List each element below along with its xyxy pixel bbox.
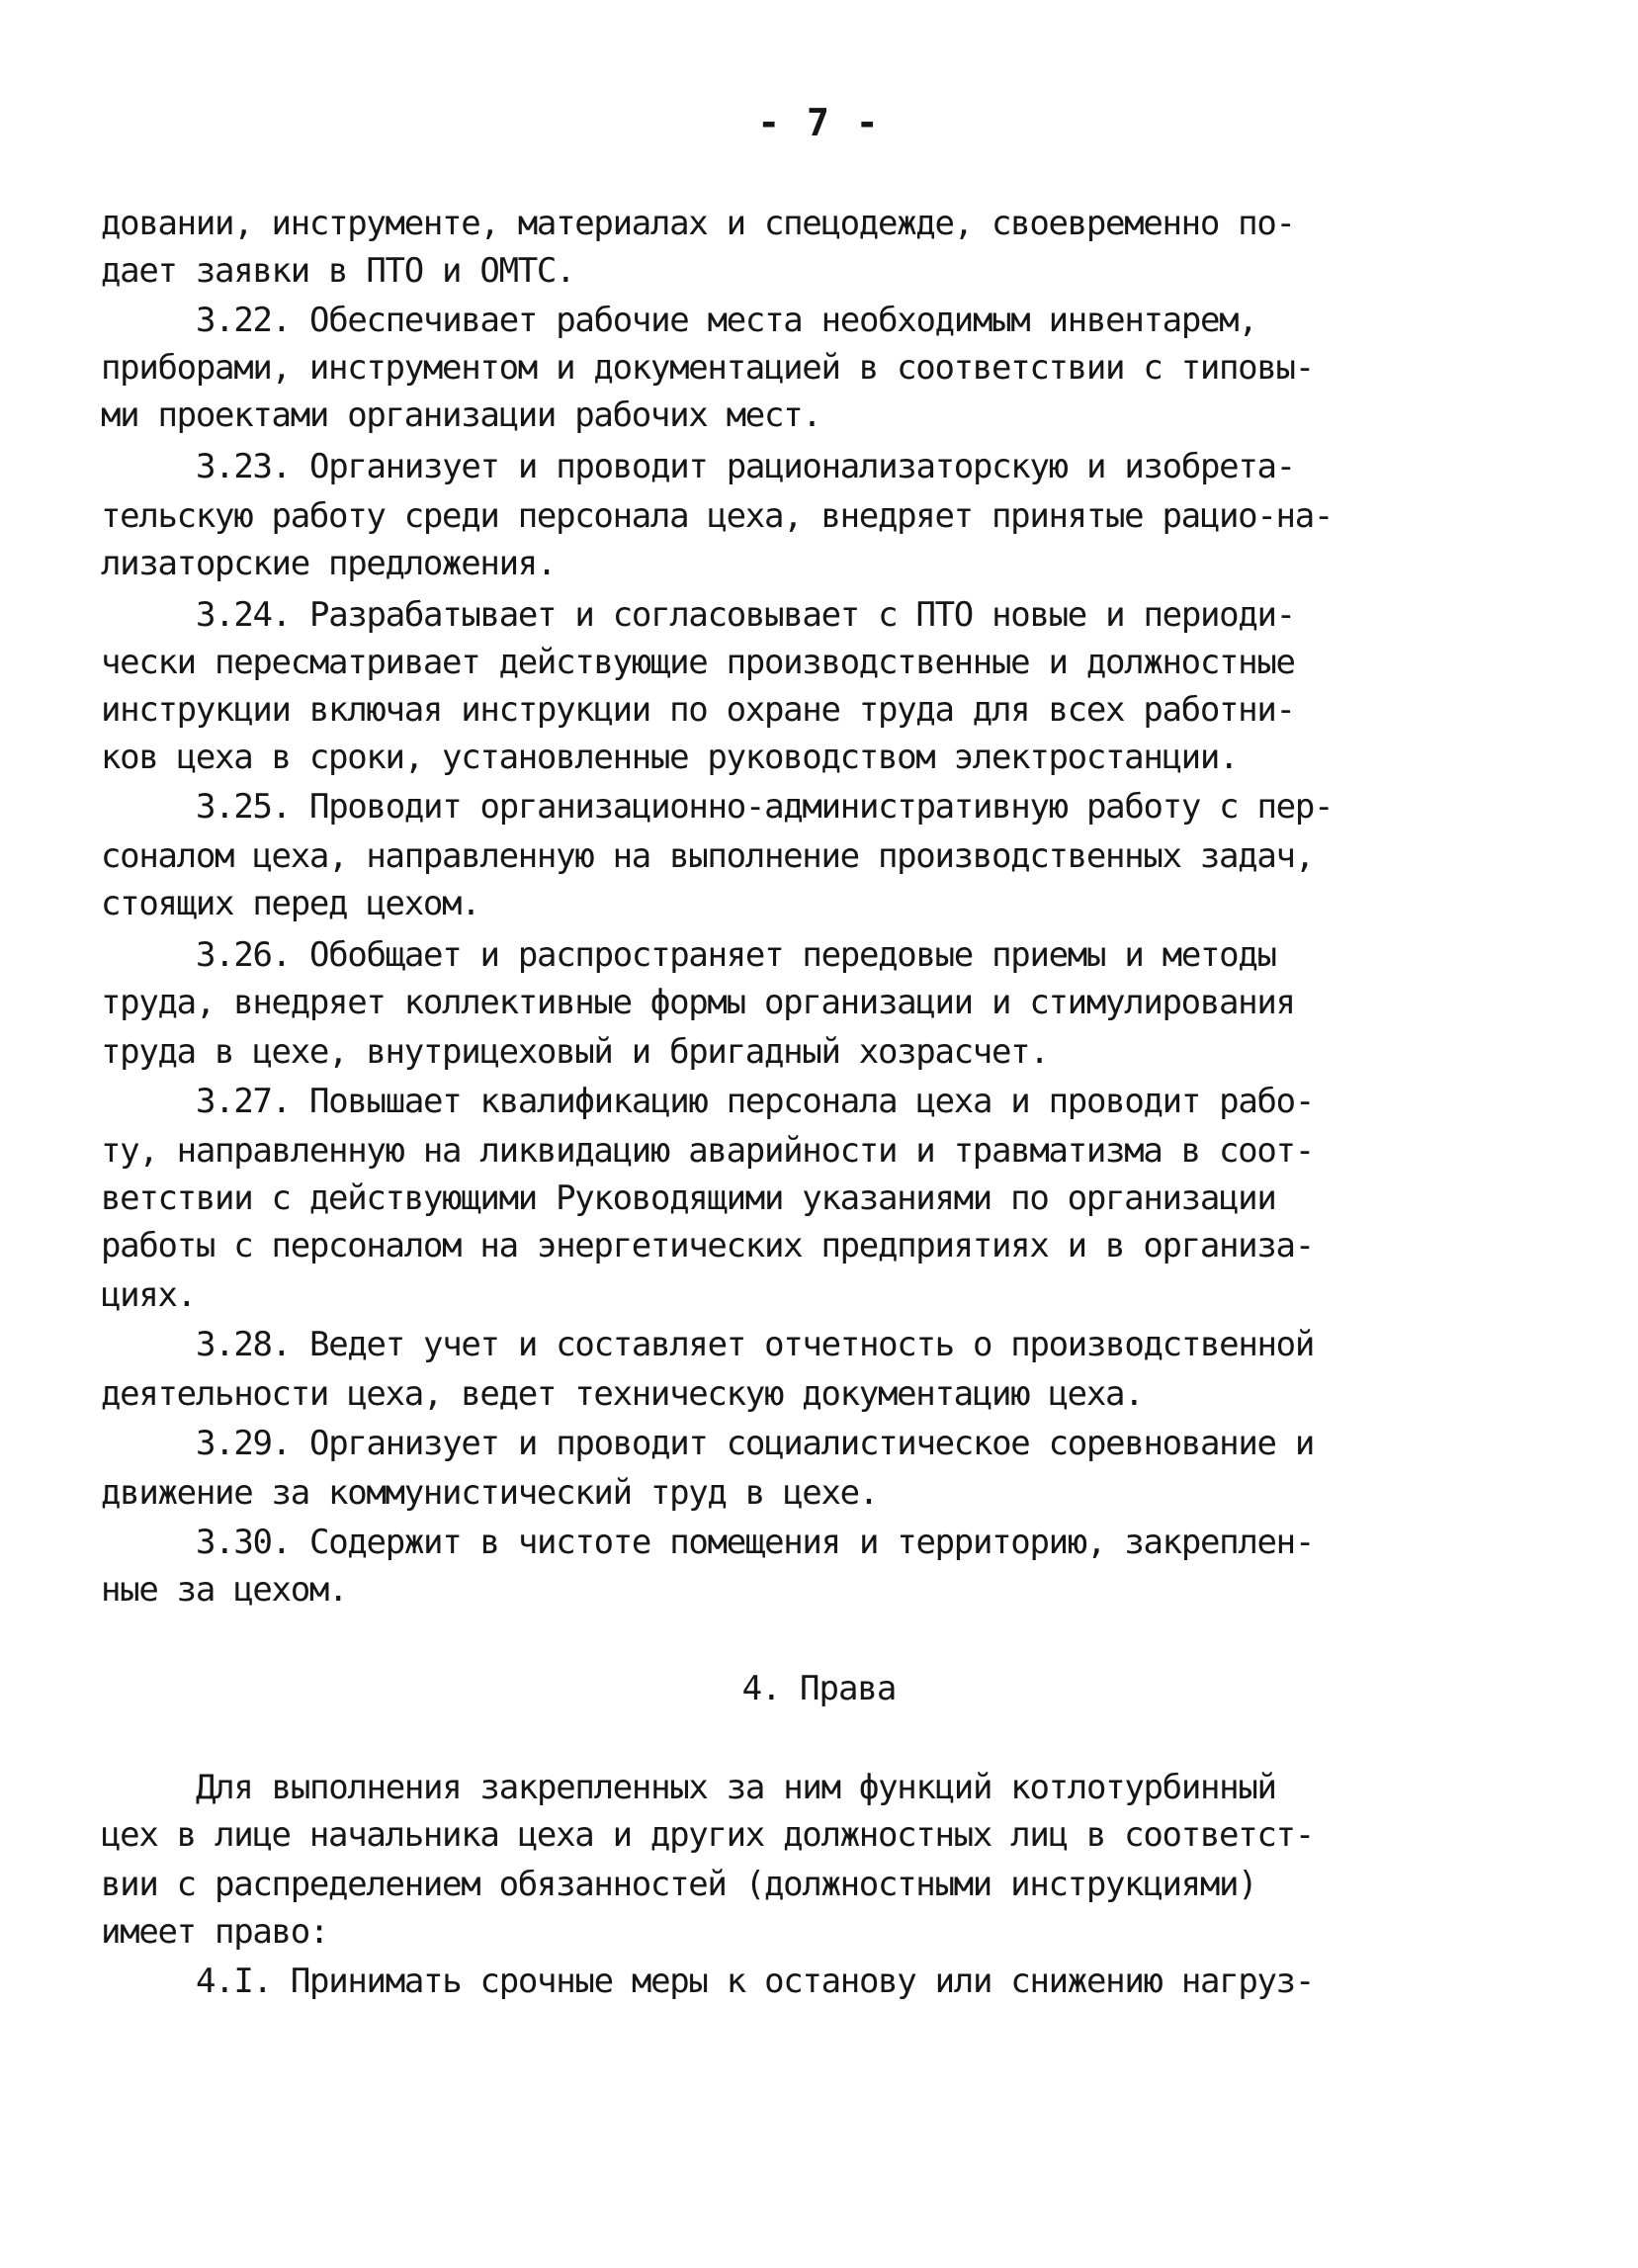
paragraph-rights-intro: Для выполнения закрепленных за ним функций котлотурбинный — [196, 1768, 1276, 1807]
text-line: ков цеха в сроки, установленные руководством электростанции. — [101, 738, 1239, 777]
text-line: труда в цехе, внутрицеховый и бригадный хозрасчет. — [101, 1032, 1049, 1072]
text-line: стоящих перед цехом. — [101, 884, 480, 923]
text-line: соналом цеха, направленную на выполнение производственных задач, — [101, 836, 1314, 876]
text-line: ми проектами организации рабочих мест. — [101, 395, 821, 435]
text-line: вии с распределением обязанностей (должностными инструкциями) — [101, 1865, 1257, 1904]
text-line: ветствии с действующими Руководящими указаниями по организации — [101, 1178, 1276, 1218]
paragraph-3-27: 3.27. Повышает квалификацию персонала цеха и проводит рабо- — [196, 1082, 1315, 1121]
paragraph-3-29: 3.29. Организует и проводит социалистическое соревнование и — [196, 1424, 1315, 1463]
paragraph-3-28: 3.28. Ведет учет и составляет отчетность о производственной — [196, 1325, 1315, 1364]
text-line: имеет право: — [101, 1912, 329, 1952]
text-line: труда, внедряет коллективные формы организации и стимулирования — [101, 983, 1295, 1022]
paragraph-3-24: 3.24. Разрабатывает и согласовывает с ПТО новые и периоди- — [196, 595, 1295, 635]
text-line: чески пересматривает действующие производственные и должностные — [101, 643, 1295, 682]
text-line: деятельности цеха, ведет техническую документацию цеха. — [101, 1374, 1144, 1414]
page-number: - 7 - — [757, 101, 881, 144]
text-line: приборами, инструментом и документацией в соответствии с типовы- — [101, 348, 1314, 388]
paragraph-3-30: 3.30. Содержит в чистоте помещения и территорию, закреплен- — [196, 1523, 1315, 1562]
text-line: движение за коммунистический труд в цехе. — [101, 1473, 878, 1513]
text-line: лизаторские предложения. — [101, 544, 557, 583]
paragraph-4-1: 4.I. Принимать срочные меры к останову или снижению нагруз- — [196, 1962, 1315, 2001]
paragraph-3-23: 3.23. Организует и проводит рационализаторскую и изобрета- — [196, 447, 1295, 486]
paragraph-3-26: 3.26. Обобщает и распространяет передовые приемы и методы — [196, 935, 1276, 975]
text-line: циях. — [101, 1275, 196, 1315]
text-line: цех в лице начальника цеха и других должностных лиц в соответст- — [101, 1815, 1314, 1855]
text-line: дает заявки в ПТО и ОМТС. — [101, 251, 575, 291]
paragraph-3-22: 3.22. Обеспечивает рабочие места необходимым инвентарем, — [196, 301, 1257, 340]
section-heading: 4. Права — [741, 1669, 897, 1708]
text-line: инструкции включая инструкции по охране труда для всех работни- — [101, 690, 1295, 730]
text-line: довании, инструменте, материалах и спецодежде, своевременно по- — [101, 204, 1295, 243]
text-line: ные за цехом. — [101, 1570, 348, 1610]
paragraph-3-25: 3.25. Проводит организационно-административную работу с пер- — [196, 787, 1334, 827]
text-line: работы с персоналом на энергетических предприятиях и в организа- — [101, 1226, 1314, 1265]
text-line: тельскую работу среди персонала цеха, внедряет принятые рацио-на- — [101, 496, 1334, 536]
text-line: ту, направленную на ликвидацию аварийности и травматизма в соот- — [101, 1131, 1314, 1171]
